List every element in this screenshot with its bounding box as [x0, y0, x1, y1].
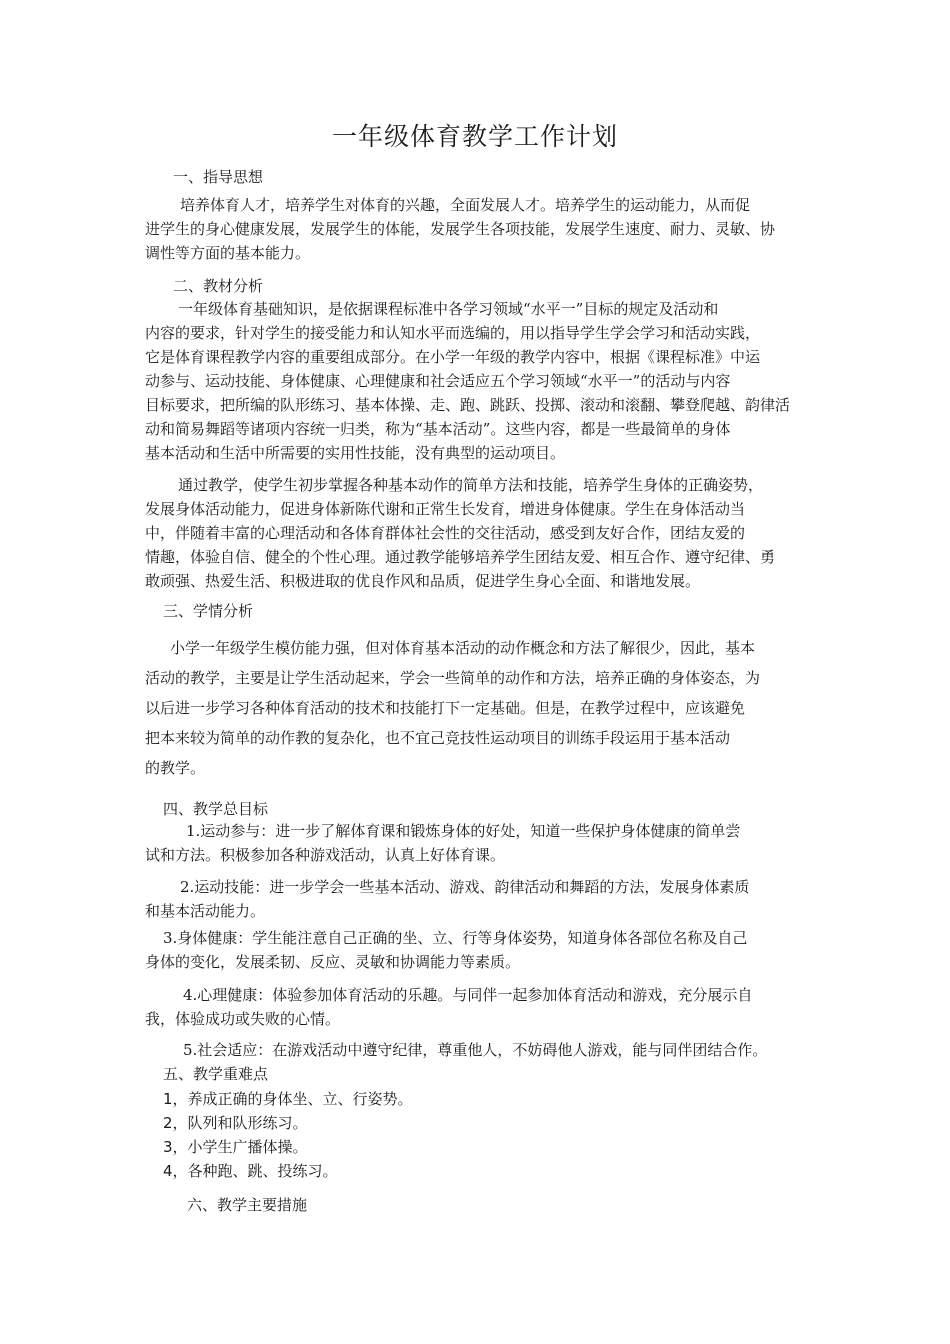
goal-physical-health: [145, 927, 820, 975]
text-line: 动和简易舞蹈等诸项内容统一归类，称为“基本活动”。这些内容，都是一些最简单的身体: [145, 420, 731, 438]
text-line: 基本活动和生活中所需要的实用性技能，没有典型的运动项目。: [145, 444, 566, 462]
text-line: 4.心理健康：体验参加体育活动的乐趣。与同伴一起参加体育活动和游戏，充分展示自: [183, 986, 753, 1004]
section-heading-material-analysis: 二、教材分析: [173, 277, 264, 295]
text-line: 进学生的身心健康发展，发展学生的体能，发展学生各项技能，发展学生速度、耐力、灵敏、协: [145, 220, 776, 238]
section-heading-main-measures: 六、教学主要措施: [187, 1196, 308, 1214]
paragraph-material-analysis-2: [145, 474, 820, 594]
text-line: 通过教学，使学生初步掌握各种基本动作的简单方法和技能，培养学生身体的正确姿势，: [178, 476, 764, 494]
text-line: 敢顽强、热爱生活、积极进取的优良作风和品质，促进学生身心全面、和谐地发展。: [145, 572, 701, 590]
key-points-list: [163, 1088, 838, 1184]
text-line: 试和方法。积极参加各种游戏活动，认真上好体育课。: [145, 846, 506, 864]
text-line: 培养体育人才，培养学生对体育的兴趣，全面发展人才。培养学生的运动能力，从而促: [180, 196, 751, 214]
list-item: 1，养成正确的身体坐、立、行姿势。: [163, 1090, 413, 1108]
text-line: 情趣，体验自信、健全的个性心理。通过教学能够培养学生团结友爱、相互合作、遵守纪律、勇: [145, 548, 776, 566]
text-line: 中，伴随着丰富的心理活动和各体育群体社会性的交往活动，感受到友好合作，团结友爱的: [145, 524, 746, 542]
text-line: 把本来较为简单的动作教的复杂化，也不宜己竞技性运动项目的训练手段运用于基本活动: [145, 729, 731, 747]
section-heading-key-points: 五、教学重难点: [163, 1065, 269, 1083]
text-line: 它是体育课程教学内容的重要组成部分。在小学一年级的教学内容中，根据《课程标准》中运: [145, 348, 761, 366]
goal-sport-participation: [145, 820, 820, 868]
text-line: 5.社会适应：在游戏活动中遵守纪律，尊重他人，不妨碍他人游戏，能与同伴团结合作。: [183, 1041, 768, 1059]
text-line: 活动的教学，主要是让学生活动起来，学会一些简单的动作和方法，培养正确的身体姿态，为: [145, 669, 761, 687]
text-line: 调性等方面的基本能力。: [145, 244, 311, 262]
text-line: 1.运动参与：进一步了解体育课和锻炼身体的好处，知道一些保护身体健康的简单尝: [186, 822, 741, 840]
paragraph-material-analysis-1: [145, 298, 820, 466]
document-title: 一年级体育教学工作计划: [331, 122, 618, 151]
list-item: 4，各种跑、跳、投练习。: [163, 1162, 338, 1180]
text-line: 身体的变化，发展柔韧、反应、灵敏和协调能力等素质。: [145, 953, 521, 971]
text-line: 动参与、运动技能、身体健康、心理健康和社会适应五个学习领域“水平一”的活动与内容: [145, 372, 731, 390]
section-heading-guiding-thought: 一、指导思想: [173, 168, 264, 186]
text-line: 内容的要求，针对学生的接受能力和认知水平而选编的，用以指导学生学会学习和活动实践，: [145, 324, 761, 342]
list-item: 3，小学生广播体操。: [163, 1138, 308, 1156]
goal-social-adaptation: [145, 1039, 820, 1063]
paragraph-learner-analysis: [145, 633, 820, 783]
list-item: 2，队列和队形练习。: [163, 1114, 308, 1132]
text-line: 目标要求，把所编的队形练习、基本体操、走、跑、跳跃、投掷、滚动和滚翻、攀登爬越、韵律活: [145, 396, 791, 414]
text-line: 的教学。: [145, 759, 206, 777]
text-line: 3.身体健康：学生能注意自己正确的坐、立、行等身体姿势，知道身体各部位名称及自己: [163, 929, 748, 947]
text-line: 我，体验成功或失败的心情。: [145, 1010, 341, 1028]
text-line: 2.运动技能：进一步学会一些基本活动、游戏、韵律活动和舞蹈的方法，发展身体素质: [180, 878, 750, 896]
paragraph-guiding-thought: [145, 194, 820, 266]
text-line: 小学一年级学生模仿能力强，但对体育基本活动的动作概念和方法了解很少，因此，基本: [170, 639, 756, 657]
text-line: 以后进一步学习各种体育活动的技术和技能打下一定基础。但是，在教学过程中，应该避免: [145, 699, 746, 717]
section-heading-learner-analysis: 三、学情分析: [163, 602, 254, 620]
text-line: 一年级体育基础知识，是依据课程标准中各学习领域“水平一”目标的规定及活动和: [178, 300, 719, 318]
text-line: 和基本活动能力。: [145, 902, 266, 920]
goal-mental-health: [145, 984, 820, 1032]
goal-sport-skills: [145, 876, 820, 924]
section-heading-teaching-goals: 四、教学总目标: [163, 800, 269, 818]
text-line: 发展身体活动能力，促进身体新陈代谢和正常生长发育，增进身体健康。学生在身体活动当: [145, 500, 746, 518]
